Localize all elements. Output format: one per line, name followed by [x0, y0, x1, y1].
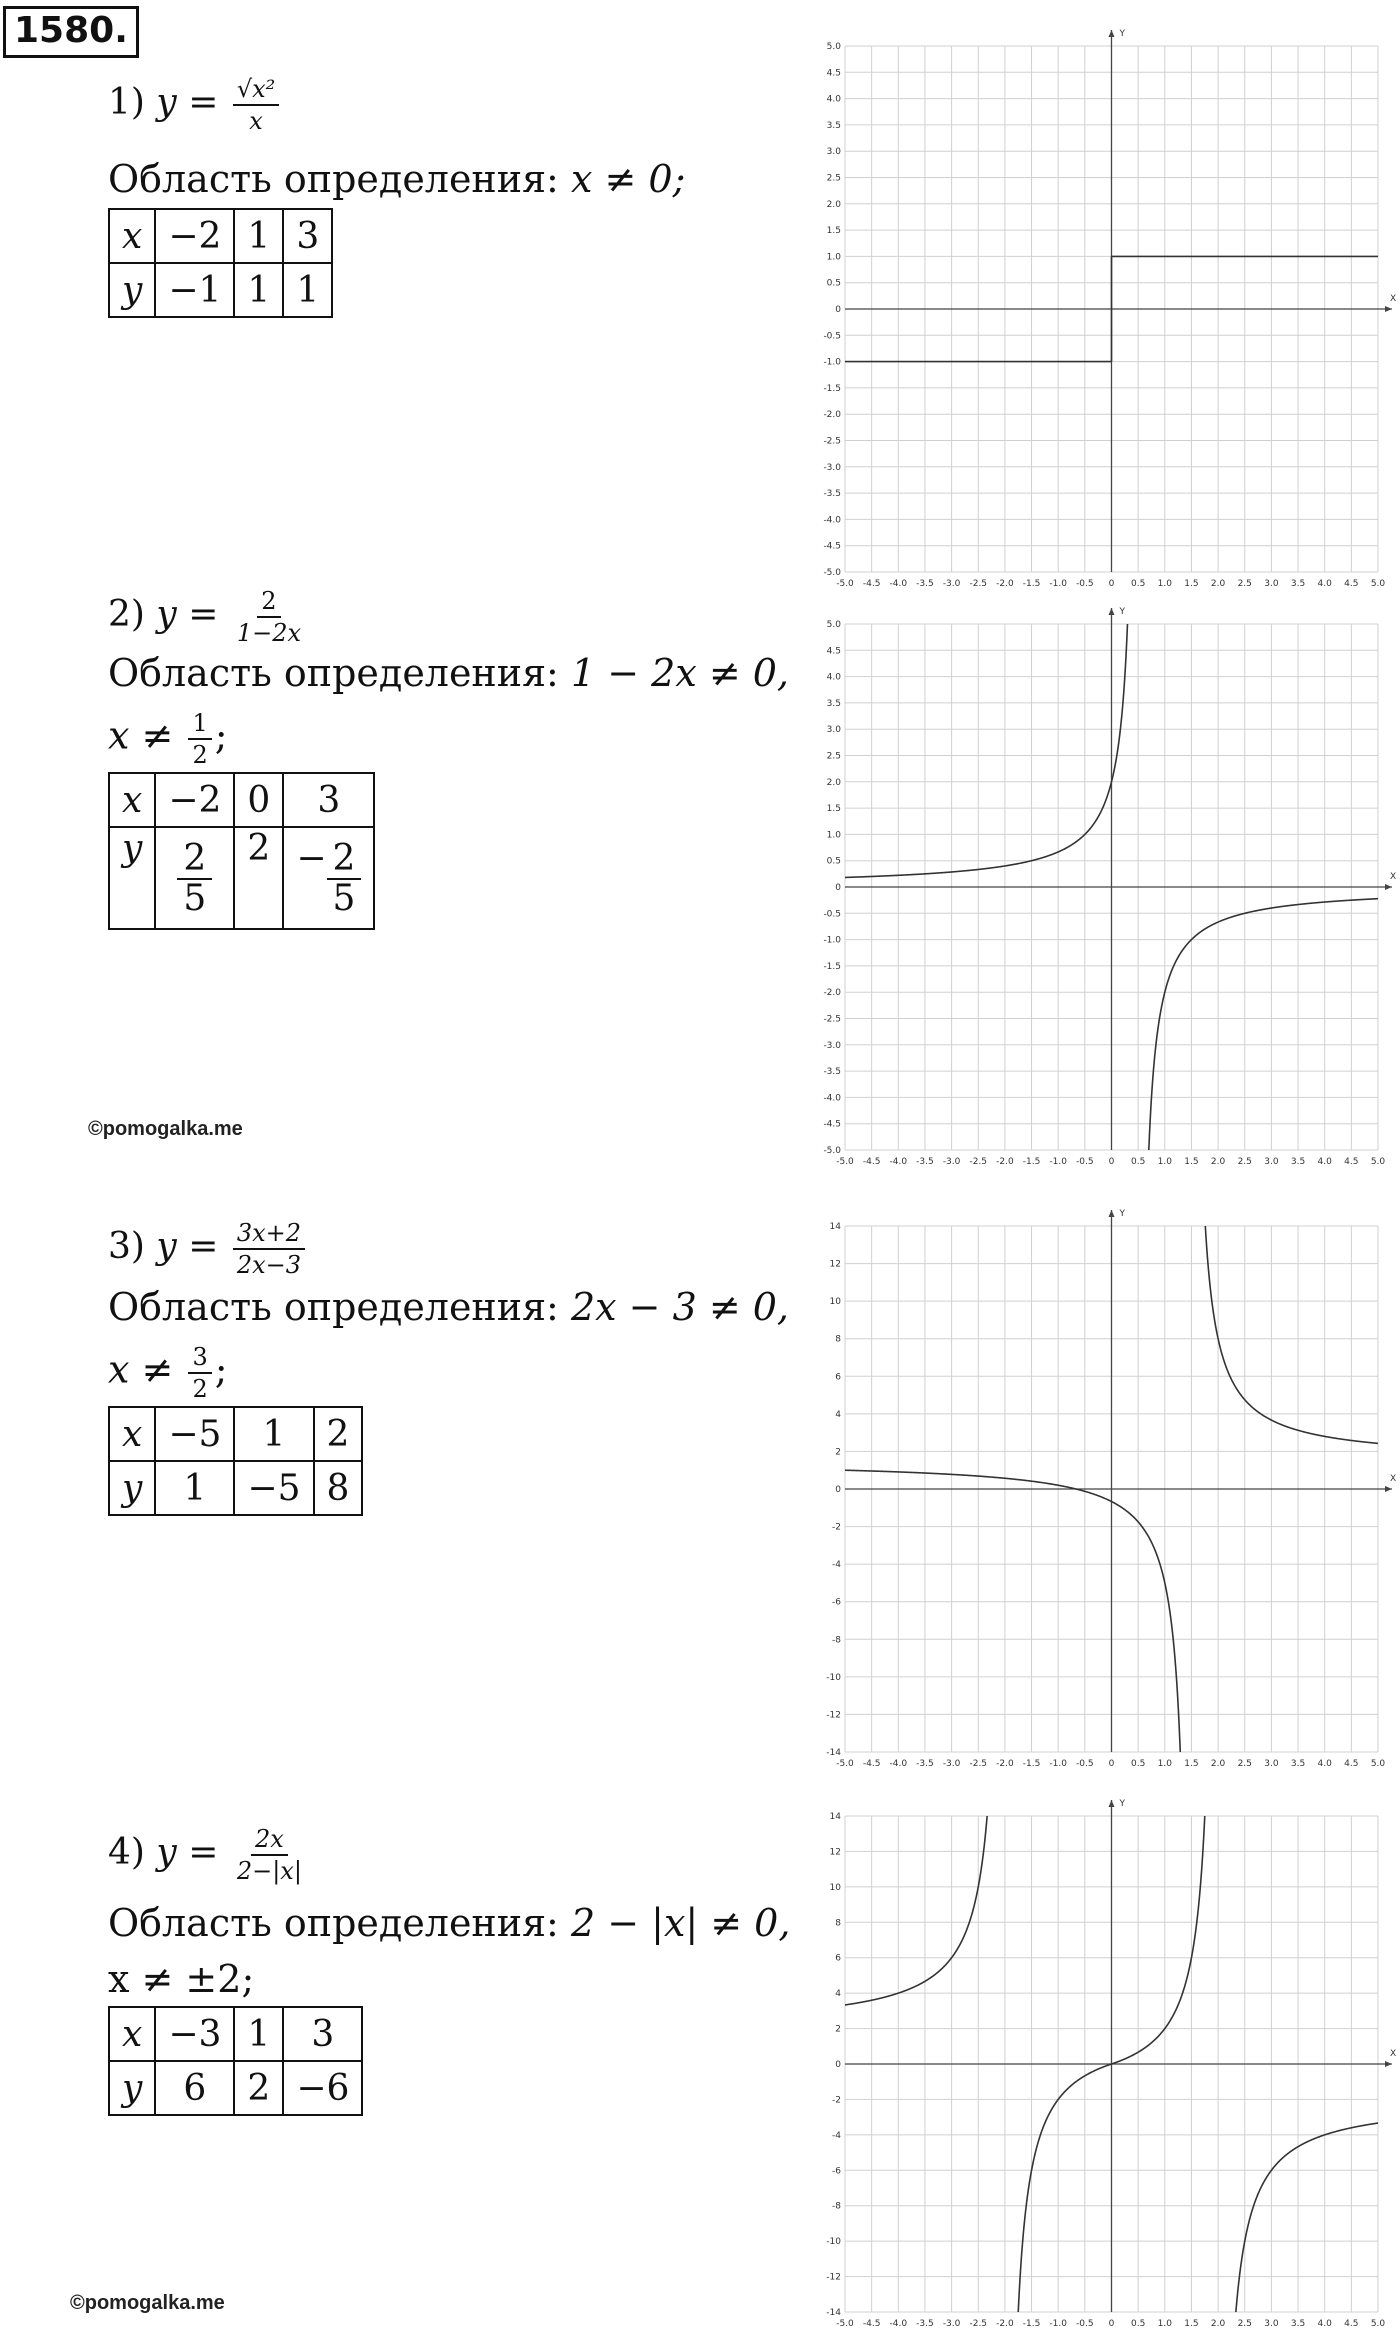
- exclusion-suffix: ;: [214, 1347, 228, 1392]
- table-cell: −5: [234, 1461, 313, 1515]
- table-row: [109, 773, 374, 827]
- watermark: ©pomogalka.me: [70, 2292, 225, 2314]
- y-tick-label: -8: [832, 2201, 841, 2212]
- y-tick-label: 4.5: [826, 646, 841, 657]
- x-tick-label: -4.5: [862, 579, 881, 589]
- x-header: x: [109, 1407, 155, 1461]
- x-tick-label: 0.5: [1130, 1759, 1146, 1769]
- exclusion-prefix: x ≠: [108, 713, 174, 758]
- cell-fraction: [327, 840, 362, 918]
- x-tick-label: 2.0: [1210, 1157, 1226, 1167]
- formula-fraction: [233, 1220, 305, 1278]
- table-cell: 1: [234, 263, 283, 317]
- table-cell: 3: [283, 773, 374, 827]
- y-axis-label: Y: [1119, 1209, 1125, 1219]
- table-cell: 8: [314, 1461, 363, 1515]
- x-tick-label: 4.5: [1344, 579, 1359, 589]
- y-header: y: [109, 827, 155, 929]
- x-axis-arrow: [1385, 2061, 1392, 2067]
- x-tick-label: 4.5: [1344, 1157, 1359, 1167]
- y-tick-label: -4: [832, 1560, 841, 1571]
- x-tick-label: -3.5: [916, 1157, 934, 1167]
- y-axis-arrow: [1109, 30, 1115, 37]
- exclusion-numerator: 1: [188, 710, 211, 740]
- y-tick-label: 1.0: [826, 252, 841, 263]
- x-tick-label: 4.0: [1317, 1157, 1332, 1167]
- y-tick-label: -10: [826, 2237, 841, 2248]
- exclusion-suffix: ;: [214, 713, 228, 758]
- table-row: [109, 1461, 362, 1515]
- y-tick-label: 2.5: [826, 173, 841, 184]
- formula-fraction: [233, 1826, 306, 1884]
- table-cell: [155, 827, 234, 929]
- x-axis-label: X: [1390, 1474, 1397, 1484]
- part-1-domain: [108, 156, 685, 202]
- part-number: 4): [108, 1832, 145, 1873]
- x-tick-label: -1.0: [1049, 1759, 1067, 1769]
- x-tick-label: 5.0: [1370, 1157, 1386, 1167]
- y-tick-label: -0.5: [823, 331, 841, 342]
- x-tick-label: -5.0: [836, 2319, 854, 2329]
- y-tick-label: -10: [826, 1672, 841, 1683]
- x-tick-label: 1.0: [1157, 2319, 1172, 2329]
- y-tick-label: 1.5: [826, 804, 841, 815]
- x-axis-label: X: [1390, 2049, 1397, 2059]
- table-cell: 2: [234, 827, 283, 929]
- part-number: 2): [108, 594, 145, 635]
- x-tick-label: 3.5: [1290, 579, 1306, 589]
- y-axis-label: Y: [1119, 1799, 1125, 1809]
- x-tick-label: 1.0: [1157, 1759, 1172, 1769]
- part-3-exclusion: [108, 1344, 228, 1402]
- y-tick-label: 4.0: [826, 94, 841, 105]
- y-tick-label: 0: [835, 1485, 841, 1495]
- part-1-value-table: [108, 208, 333, 318]
- part-3-formula: [108, 1220, 308, 1278]
- graph-3: [800, 1200, 1400, 1780]
- x-tick-label: 1.5: [1184, 2319, 1199, 2329]
- x-tick-label: -2.5: [969, 579, 988, 589]
- x-tick-label: -1.5: [1022, 1157, 1041, 1167]
- x-tick-label: -4.0: [889, 2319, 908, 2329]
- fraction-numerator: 2: [177, 840, 212, 880]
- x-tick-label: 3.0: [1264, 2319, 1279, 2329]
- x-tick-label: 1.0: [1157, 579, 1172, 589]
- x-tick-label: 4.0: [1317, 2319, 1332, 2329]
- x-tick-label: 3.5: [1290, 1759, 1306, 1769]
- y-tick-label: 0.5: [826, 278, 841, 289]
- y-tick-label: -5.0: [823, 568, 841, 578]
- x-tick-label: -4.0: [889, 1157, 908, 1167]
- x-tick-label: -3.0: [942, 1157, 961, 1167]
- table-cell: −2: [155, 209, 234, 263]
- y-tick-label: 14: [829, 1812, 841, 1822]
- y-tick-label: 4.5: [826, 68, 841, 79]
- x-tick-label: -2.0: [996, 2319, 1014, 2329]
- x-tick-label: 1.5: [1184, 1759, 1199, 1769]
- formula-numerator: 2: [257, 588, 280, 618]
- table-cell: −3: [155, 2007, 234, 2061]
- y-tick-label: -2: [832, 1522, 841, 1533]
- y-tick-label: 6: [835, 1372, 841, 1383]
- y-tick-label: 3.0: [826, 147, 841, 158]
- formula-numerator: √x²: [233, 76, 279, 106]
- x-header: x: [109, 2007, 155, 2061]
- x-tick-label: -5.0: [836, 1759, 854, 1769]
- y-tick-label: -1.5: [823, 383, 841, 394]
- x-tick-label: 0: [1108, 2319, 1115, 2329]
- y-tick-label: 10: [829, 1297, 841, 1308]
- y-tick-label: -3.5: [823, 489, 841, 500]
- part-1-formula: [108, 76, 282, 134]
- table-cell: −1: [155, 263, 234, 317]
- x-tick-label: 3.0: [1264, 1157, 1279, 1167]
- domain-condition: 1 − 2x ≠ 0,: [570, 651, 790, 695]
- x-tick-label: -5.0: [836, 579, 854, 589]
- exclusion-fraction: [188, 710, 211, 768]
- y-tick-label: -3.0: [823, 462, 841, 473]
- y-tick-label: 6: [835, 1953, 841, 1964]
- x-tick-label: -4.0: [889, 1759, 908, 1769]
- table-cell: 0: [234, 773, 283, 827]
- x-axis-arrow: [1385, 306, 1392, 312]
- formula-lhs: y =: [156, 594, 219, 635]
- table-cell: 3: [283, 209, 332, 263]
- formula-numerator: 2x: [251, 1826, 288, 1856]
- domain-condition: 2 − |x| ≠ 0,: [570, 1901, 791, 1945]
- graph-4: [800, 1790, 1400, 2340]
- table-row: [109, 263, 332, 317]
- y-axis-arrow: [1109, 608, 1115, 615]
- table-cell: 1: [234, 2007, 283, 2061]
- y-tick-label: 8: [835, 1918, 841, 1929]
- y-tick-label: 14: [829, 1222, 841, 1232]
- exclusion-denominator: 2: [192, 1375, 208, 1403]
- function-curve: [1149, 899, 1378, 1150]
- y-tick-label: -12: [826, 2272, 841, 2283]
- table-cell: 1: [234, 209, 283, 263]
- x-tick-label: -1.5: [1022, 2319, 1041, 2329]
- y-tick-label: -4.0: [823, 1093, 841, 1104]
- table-cell: −5: [155, 1407, 234, 1461]
- y-tick-label: -14: [826, 2308, 841, 2318]
- x-tick-label: 3.0: [1264, 579, 1279, 589]
- y-tick-label: 0: [835, 305, 841, 315]
- x-tick-label: -3.5: [916, 2319, 934, 2329]
- x-tick-label: -2.0: [996, 1759, 1014, 1769]
- table-cell: 2: [314, 1407, 363, 1461]
- domain-condition: 2x − 3 ≠ 0,: [570, 1285, 790, 1329]
- part-4-domain: [108, 1900, 790, 1946]
- part-2-value-table: [108, 772, 375, 930]
- domain-label: Область определения:: [108, 651, 559, 695]
- y-axis-arrow: [1109, 1210, 1115, 1217]
- table-cell: 1: [234, 1407, 313, 1461]
- part-number: 3): [108, 1226, 145, 1267]
- y-axis-label: Y: [1119, 607, 1125, 617]
- formula-fraction: [233, 76, 279, 134]
- graph-2: [800, 598, 1400, 1178]
- y-tick-label: -4.0: [823, 515, 841, 526]
- table-row: [109, 2061, 362, 2115]
- y-tick-label: 5.0: [826, 620, 841, 630]
- formula-denominator: 2−|x|: [236, 1857, 302, 1885]
- y-tick-label: -6: [832, 2166, 841, 2177]
- x-tick-label: 1.0: [1157, 1157, 1172, 1167]
- table-cell: 3: [283, 2007, 362, 2061]
- y-tick-label: 2: [835, 2024, 841, 2035]
- table-row: [109, 1407, 362, 1461]
- y-tick-label: 12: [829, 1847, 841, 1858]
- x-tick-label: -2.0: [996, 1157, 1014, 1167]
- table-cell: −6: [283, 2061, 362, 2115]
- part-4-value-table: [108, 2006, 363, 2116]
- x-tick-label: 5.0: [1370, 579, 1386, 589]
- y-tick-label: -3.5: [823, 1067, 841, 1078]
- x-tick-label: 3.5: [1290, 1157, 1306, 1167]
- y-tick-label: 2.5: [826, 751, 841, 762]
- y-tick-label: 3.0: [826, 725, 841, 736]
- table-cell: 1: [283, 263, 332, 317]
- x-tick-label: -2.5: [969, 2319, 988, 2329]
- fraction-denominator: 5: [183, 878, 207, 919]
- x-tick-label: -1.5: [1022, 1759, 1041, 1769]
- y-tick-label: 3.5: [826, 698, 841, 709]
- y-tick-label: -1.5: [823, 961, 841, 972]
- cell-fraction: [177, 840, 212, 918]
- x-tick-label: -1.0: [1049, 579, 1067, 589]
- x-tick-label: 2.0: [1210, 579, 1226, 589]
- domain-label: Область определения:: [108, 1285, 559, 1329]
- y-tick-label: 0: [835, 883, 841, 893]
- table-row: [109, 2007, 362, 2061]
- y-axis-arrow: [1109, 1800, 1115, 1807]
- x-tick-label: -2.0: [996, 579, 1014, 589]
- minus-sign: −: [296, 838, 327, 879]
- x-tick-label: 0: [1108, 1759, 1115, 1769]
- formula-lhs: y =: [156, 82, 219, 123]
- x-tick-label: -1.0: [1049, 2319, 1067, 2329]
- exclusion-fraction: [188, 1344, 211, 1402]
- x-tick-label: -2.5: [969, 1157, 988, 1167]
- fraction-denominator: 5: [332, 878, 356, 919]
- table-cell: 2: [234, 2061, 283, 2115]
- y-tick-label: -2: [832, 2095, 841, 2106]
- x-header: x: [109, 773, 155, 827]
- x-tick-label: 2.0: [1210, 1759, 1226, 1769]
- x-tick-label: 5.0: [1370, 2319, 1386, 2329]
- x-tick-label: 3.0: [1264, 1759, 1279, 1769]
- x-tick-label: 0: [1108, 1157, 1115, 1167]
- y-header: y: [109, 1461, 155, 1515]
- x-tick-label: -3.5: [916, 579, 934, 589]
- exclusion-denominator: 2: [192, 741, 208, 769]
- x-header: x: [109, 209, 155, 263]
- y-tick-label: 2.0: [826, 199, 841, 210]
- x-tick-label: 0.5: [1130, 579, 1146, 589]
- x-tick-label: -3.0: [942, 579, 961, 589]
- y-header: y: [109, 2061, 155, 2115]
- table-cell: −2: [155, 773, 234, 827]
- x-tick-label: 2.0: [1210, 2319, 1226, 2329]
- part-3-domain: [108, 1284, 789, 1330]
- x-axis-arrow: [1385, 1486, 1392, 1492]
- y-tick-label: -1.0: [823, 357, 841, 368]
- formula-fraction: [233, 588, 305, 646]
- x-axis-arrow: [1385, 884, 1392, 890]
- x-tick-label: -1.5: [1022, 579, 1041, 589]
- part-4-exclusion: x ≠ ±2;: [108, 1957, 255, 2001]
- watermark: ©pomogalka.me: [88, 1118, 243, 1140]
- x-tick-label: 0.5: [1130, 1157, 1146, 1167]
- y-header: y: [109, 263, 155, 317]
- table-row: [109, 827, 374, 929]
- y-tick-label: -12: [826, 1710, 841, 1721]
- y-tick-label: -3.0: [823, 1040, 841, 1051]
- x-tick-label: 3.5: [1290, 2319, 1306, 2329]
- y-tick-label: 10: [829, 1882, 841, 1893]
- x-tick-label: -4.5: [862, 1157, 881, 1167]
- y-tick-label: -6: [832, 1597, 841, 1608]
- table-cell: [283, 827, 374, 929]
- x-tick-label: -3.0: [942, 1759, 961, 1769]
- x-tick-label: -0.5: [1076, 2319, 1094, 2329]
- y-tick-label: -2.5: [823, 436, 841, 447]
- x-tick-label: 2.5: [1237, 2319, 1252, 2329]
- x-tick-label: -0.5: [1076, 1157, 1094, 1167]
- y-tick-label: 0.5: [826, 856, 841, 867]
- x-tick-label: -4.5: [862, 1759, 881, 1769]
- x-tick-label: -0.5: [1076, 1759, 1094, 1769]
- y-tick-label: 1.5: [826, 226, 841, 237]
- formula-denominator: 1−2x: [236, 619, 301, 647]
- y-tick-label: 0: [835, 2060, 841, 2070]
- domain-condition: x ≠ 0;: [570, 157, 686, 201]
- x-tick-label: 0.5: [1130, 2319, 1146, 2329]
- y-tick-label: -0.5: [823, 909, 841, 920]
- x-tick-label: 2.5: [1237, 1157, 1252, 1167]
- table-cell: 1: [155, 1461, 234, 1515]
- y-tick-label: -2.5: [823, 1014, 841, 1025]
- table-cell: 6: [155, 2061, 234, 2115]
- y-tick-label: -8: [832, 1635, 841, 1646]
- x-tick-label: -3.0: [942, 2319, 961, 2329]
- y-tick-label: 4: [835, 1409, 841, 1420]
- table-row: [109, 209, 332, 263]
- y-tick-label: -2.0: [823, 988, 841, 999]
- y-axis-label: Y: [1119, 29, 1125, 39]
- y-tick-label: 12: [829, 1259, 841, 1270]
- x-tick-label: 2.5: [1237, 1759, 1252, 1769]
- formula-denominator: 2x−3: [236, 1251, 301, 1279]
- x-tick-label: 0: [1108, 579, 1115, 589]
- function-curve: [845, 1470, 1181, 1766]
- domain-label: Область определения:: [108, 1901, 559, 1945]
- formula-numerator: 3x+2: [233, 1220, 305, 1250]
- part-number: 1): [108, 82, 145, 123]
- y-tick-label: 2.0: [826, 777, 841, 788]
- fraction-numerator: 2: [327, 840, 362, 880]
- function-curve: [1229, 2123, 1378, 2344]
- y-tick-label: 4: [835, 1989, 841, 2000]
- part-4-formula: [108, 1826, 309, 1884]
- graph-1: [800, 20, 1400, 600]
- y-tick-label: 8: [835, 1334, 841, 1345]
- x-tick-label: 4.0: [1317, 1759, 1332, 1769]
- x-tick-label: -3.5: [916, 1759, 934, 1769]
- x-tick-label: 4.0: [1317, 579, 1332, 589]
- x-tick-label: -4.5: [862, 2319, 881, 2329]
- x-tick-label: -0.5: [1076, 579, 1094, 589]
- problem-number: 1580.: [3, 6, 139, 58]
- y-tick-label: -1.0: [823, 935, 841, 946]
- y-tick-label: -5.0: [823, 1146, 841, 1156]
- y-tick-label: -4.5: [823, 1119, 841, 1130]
- y-tick-label: 2: [835, 1447, 841, 1458]
- x-tick-label: -1.0: [1049, 1157, 1067, 1167]
- x-tick-label: 5.0: [1370, 1759, 1386, 1769]
- part-2-exclusion: [108, 710, 228, 768]
- x-tick-label: 1.5: [1184, 1157, 1199, 1167]
- x-axis-label: X: [1390, 294, 1397, 304]
- y-tick-label: -4.5: [823, 541, 841, 552]
- x-tick-label: -2.5: [969, 1759, 988, 1769]
- domain-label: Область определения:: [108, 157, 559, 201]
- y-tick-label: 3.5: [826, 120, 841, 131]
- x-tick-label: 2.5: [1237, 579, 1252, 589]
- x-tick-label: 4.5: [1344, 2319, 1359, 2329]
- y-tick-label: -2.0: [823, 410, 841, 421]
- part-2-domain: [108, 650, 789, 696]
- x-tick-label: 4.5: [1344, 1759, 1359, 1769]
- x-axis-label: X: [1390, 872, 1397, 882]
- y-tick-label: -4: [832, 2130, 841, 2141]
- exclusion-numerator: 3: [188, 1344, 211, 1374]
- y-tick-label: -14: [826, 1748, 841, 1758]
- y-tick-label: 1.0: [826, 830, 841, 841]
- y-tick-label: 5.0: [826, 42, 841, 52]
- x-tick-label: -5.0: [836, 1157, 854, 1167]
- y-tick-label: 4.0: [826, 672, 841, 683]
- x-tick-label: 1.5: [1184, 579, 1199, 589]
- formula-denominator: x: [249, 107, 263, 135]
- exclusion-prefix: x ≠: [108, 1347, 174, 1392]
- x-tick-label: -4.0: [889, 579, 908, 589]
- part-3-value-table: [108, 1406, 363, 1516]
- formula-lhs: y =: [156, 1226, 219, 1267]
- part-2-formula: [108, 588, 308, 646]
- formula-lhs: y =: [156, 1832, 219, 1873]
